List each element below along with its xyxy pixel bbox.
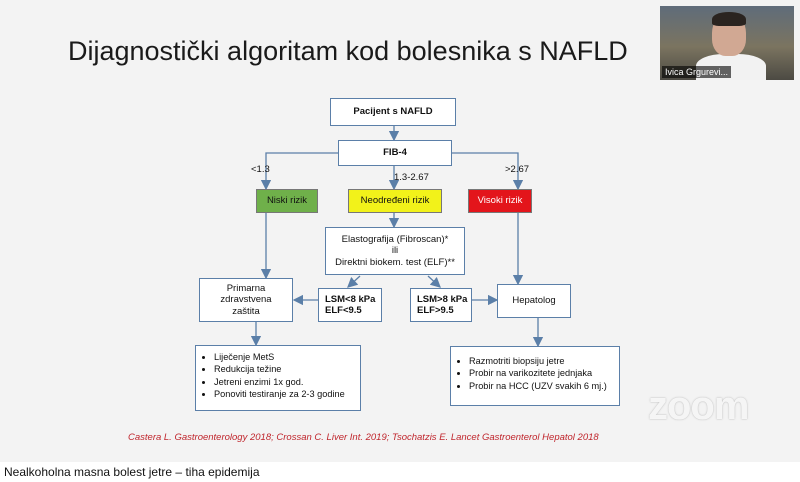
node-patient: Pacijent s NAFLD bbox=[330, 98, 456, 126]
lsm-low-line-1: LSM<8 kPa bbox=[325, 293, 376, 305]
node-elastography bbox=[325, 227, 465, 275]
slide-reference: Castera L. Gastroenterology 2018; Crossan C. Liver Int. 2019; Tsochatzis E. Lancet Gastroenterol Hepatol 2018 bbox=[128, 432, 599, 443]
threshold-low: <1.3 bbox=[251, 164, 270, 175]
list-item: • Liječenje MetS bbox=[214, 351, 354, 363]
lsm-high-line-1: LSM>8 kPa bbox=[417, 293, 468, 305]
slide-title: Dijagnostički algoritam kod bolesnika s NAFLD bbox=[68, 36, 628, 66]
list-item: • Razmotriti biopsiju jetre bbox=[469, 355, 613, 367]
participant-name: Ivica Grgurevi... bbox=[662, 66, 731, 78]
list-item: • Ponoviti testiranje za 2-3 godine bbox=[214, 388, 354, 400]
node-hepatolog: Hepatolog bbox=[497, 284, 571, 318]
node-high-risk: Visoki rizik bbox=[468, 189, 532, 213]
elasto-line-1: Elastografija (Fibroscan)* bbox=[341, 233, 449, 245]
threshold-mid: 1.3-2.67 bbox=[394, 172, 429, 183]
primary-line-1: Primarna bbox=[226, 282, 266, 294]
node-fib4: FIB-4 bbox=[338, 140, 452, 166]
list-item: • Redukcija težine bbox=[214, 363, 354, 375]
elasto-line-2: ili bbox=[391, 245, 399, 257]
lsm-high-line-2: ELF>9.5 bbox=[417, 305, 454, 316]
video-caption: Nealkoholna masna bolest jetre – tiha epidemija bbox=[4, 465, 260, 479]
node-lsm-high bbox=[410, 288, 472, 322]
lsm-low-line-2: ELF<9.5 bbox=[325, 305, 362, 316]
list-item: • Jetreni enzimi 1x god. bbox=[214, 376, 354, 388]
list-item: • Probir na varikozitete jednjaka bbox=[469, 367, 613, 379]
node-low-risk: Niski rizik bbox=[256, 189, 318, 213]
right-recommendations bbox=[450, 346, 620, 406]
node-primary-care bbox=[199, 278, 293, 322]
participant-hair bbox=[712, 12, 746, 26]
zoom-watermark: zoom bbox=[648, 384, 749, 428]
list-item: • Probir na HCC (UZV svakih 6 mj.) bbox=[469, 380, 613, 392]
node-lsm-low bbox=[318, 288, 382, 322]
elasto-line-3: Direktni biokem. test (ELF)** bbox=[335, 256, 455, 268]
primary-line-2: zdravstvena bbox=[220, 294, 272, 306]
node-mid-risk: Neodređeni rizik bbox=[348, 189, 442, 213]
primary-line-3: zaštita bbox=[232, 305, 260, 317]
threshold-high: >2.67 bbox=[505, 164, 530, 175]
left-recommendations bbox=[195, 345, 361, 411]
participant-video-tile[interactable] bbox=[660, 6, 794, 80]
